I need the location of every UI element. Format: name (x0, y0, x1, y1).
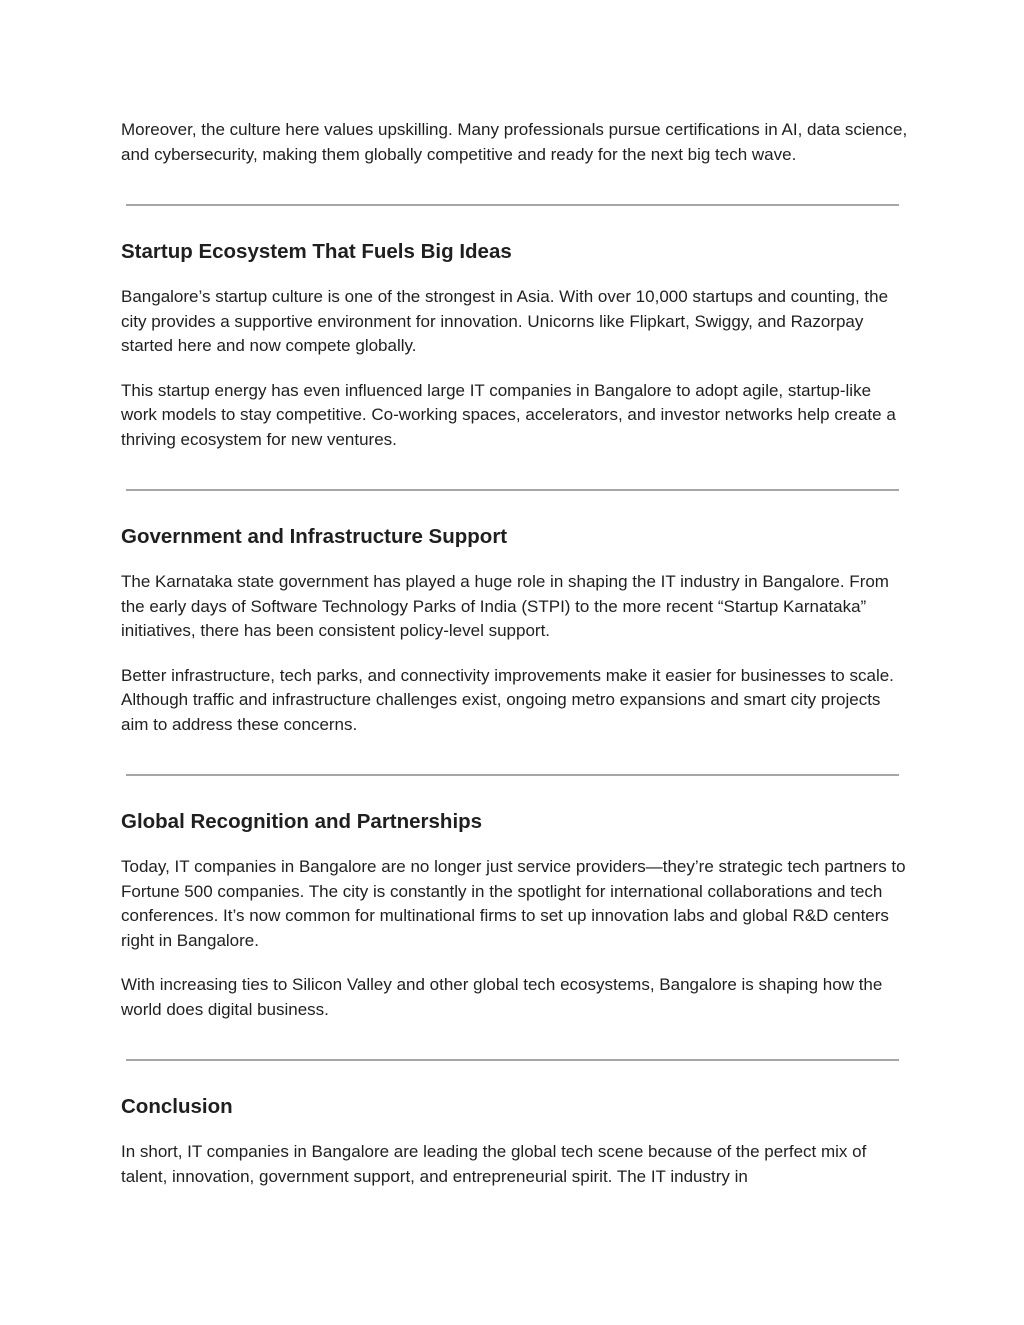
section-heading-conclusion: Conclusion (121, 1095, 233, 1118)
section-paragraph: This startup energy has even influenced large IT companies in Bangalore to adopt agile, startup-like work models to stay competitive. Co-working spaces, accelerators, and investor networks help create a thriving ecosystem for new ventures. (121, 380, 896, 449)
section-paragraph: Bangalore’s startup culture is one of the strongest in Asia. With over 10,000 startups and counting, the city provides a supportive environment for innovation. Unicorns like Flipkart, Swiggy, and Razorpay started here and now compete globally. (121, 287, 889, 355)
intro-paragraph: Moreover, the culture here values upskilling. Many professionals pursue certifications in AI, data science, and cybersecurity, making them globally competitive and ready for the next big tech wave. (121, 120, 908, 164)
section-divider (126, 489, 899, 491)
section-heading-government: Government and Infrastructure Support (121, 525, 508, 548)
section-paragraph: In short, IT companies in Bangalore are leading the global tech scene because of the perfect mix of talent, innovation, government support, and entrepreneurial spirit. The IT industry in (121, 1142, 867, 1186)
section-divider (126, 774, 899, 776)
section-paragraph: With increasing ties to Silicon Valley and other global tech ecosystems, Bangalore is shaping how the world does digital business. (121, 975, 883, 1019)
section-paragraph: Better infrastructure, tech parks, and connectivity improvements make it easier for businesses to scale. Although traffic and infrastructure challenges exist, ongoing metro expansions and smart city projects aim to address these concerns. (121, 665, 894, 734)
section-divider (126, 1059, 899, 1061)
section-paragraph: Today, IT companies in Bangalore are no longer just service providers—they’re strategic tech partners to Fortune 500 companies. The city is constantly in the spotlight for international collaborations and tech conferences. It’s now common for multinational firms to set up innovation labs and global R&D centers right in Bangalore. (121, 857, 906, 950)
section-paragraph: The Karnataka state government has played a huge role in shaping the IT industry in Bangalore. From the early days of Software Technology Parks of India (STPI) to the more recent “Startup Karnataka” initiatives, there has been consistent policy-level support. (121, 572, 889, 640)
section-heading-global: Global Recognition and Partnerships (121, 810, 483, 833)
section-heading-startup: Startup Ecosystem That Fuels Big Ideas (121, 240, 512, 263)
document-page (121, 118, 911, 1189)
section-divider (126, 204, 899, 206)
